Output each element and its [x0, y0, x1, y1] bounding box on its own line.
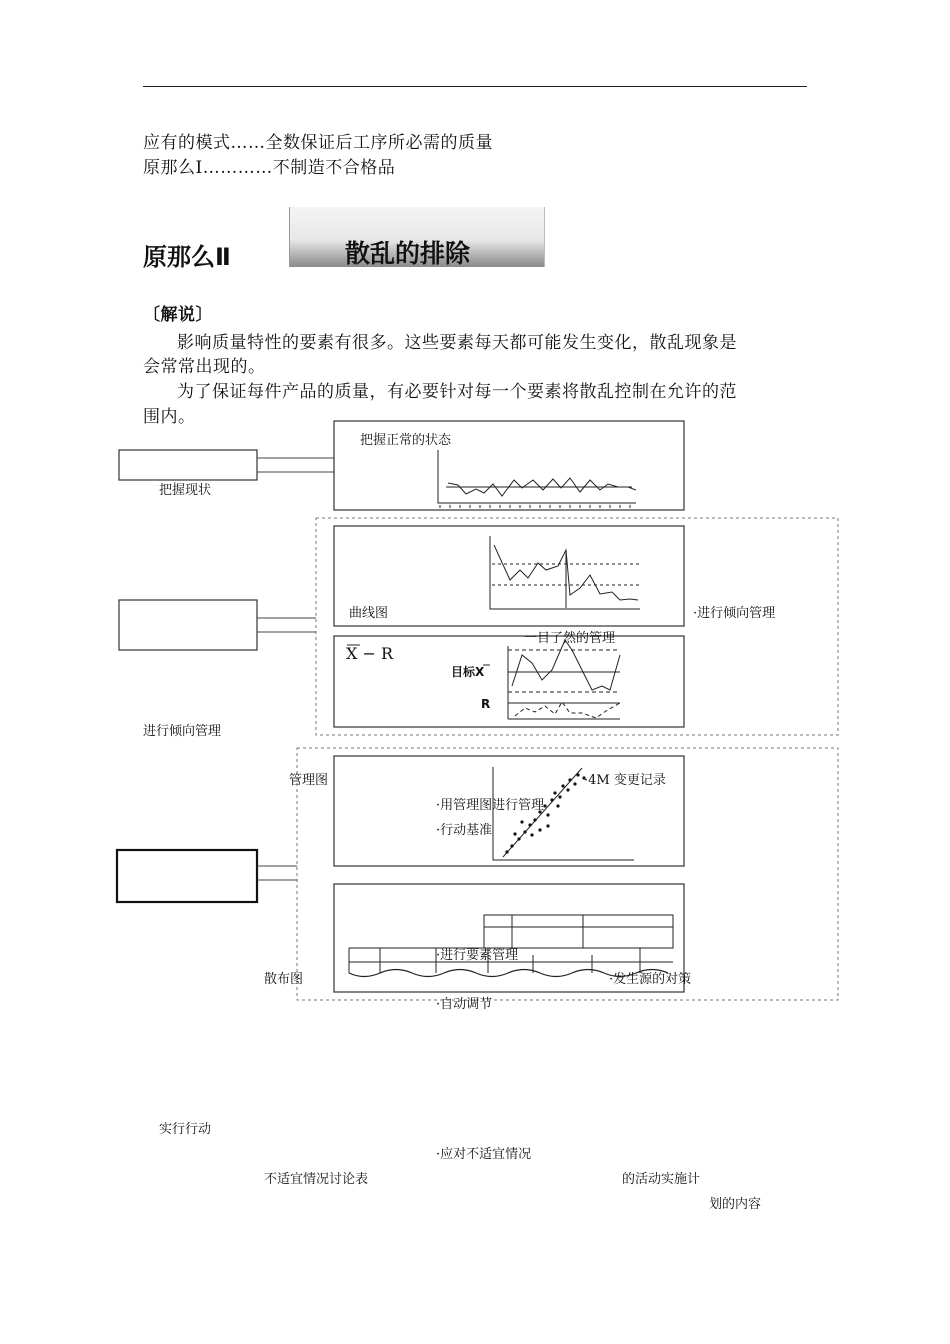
para1-line2: 会常常出现的。 [143, 357, 266, 377]
control-chart-label: 管理图 [289, 773, 329, 788]
activity-plan-line1: 的活动实施计 [622, 1172, 701, 1187]
auto-adjust: ·自动调节 [436, 997, 493, 1012]
trend-management-right: ·进行倾向管理 [693, 606, 776, 621]
para1-line1: 影响质量特性的要素有很多。这些要素每天都可能发生变化，散乱现象是 [177, 333, 737, 353]
section-heading: 原那么Ⅱ [143, 243, 231, 271]
r-chart-label: R [481, 697, 491, 711]
connector-3 [257, 866, 297, 880]
left-box-1 [119, 450, 257, 480]
action-standard: ·行动基准 [436, 823, 493, 838]
para2-line2: 围内。 [143, 407, 196, 427]
banner-title: 散乱的排除 [345, 239, 471, 268]
4m-change-record: ·4M 变更记录 [584, 773, 666, 788]
element-management: ·进行要素管理 [436, 948, 519, 963]
explanation-tag: 〔解说〕 [143, 305, 213, 325]
xr-chart-label: X − R [346, 644, 394, 663]
target-xbar-label: 目标X [451, 665, 485, 679]
trend-management-left: 进行倾向管理 [143, 724, 222, 739]
grasp-status-label: 把握现状 [159, 483, 212, 498]
source-countermeasure: ·发生源的对策 [609, 972, 692, 987]
improper-table-label: 不适宜情况讨论表 [264, 1172, 369, 1187]
left-box-2 [119, 600, 257, 650]
connector-1 [257, 458, 334, 472]
take-action-label: 实行行动 [159, 1122, 212, 1137]
control-chart-management: ·用管理图进行管理 [436, 798, 545, 813]
glance-management-label: 一目了然的管理 [524, 631, 616, 646]
left-box-3 [117, 850, 257, 902]
normal-state-title: 把握正常的状态 [360, 433, 452, 448]
deal-improper-label: ·应对不适宜情况 [436, 1147, 532, 1162]
connector-2 [257, 618, 316, 632]
scatter-diagram-label: 散布图 [264, 972, 304, 987]
intro-line-1: 应有的模式……全数保证后工序所必需的质量 [143, 133, 493, 153]
activity-plan-line2: 划的内容 [709, 1197, 762, 1212]
para2-line1: 为了保证每件产品的质量，有必要针对每一个要素将散乱控制在允许的范 [177, 382, 737, 402]
intro-line-2: 原那么Ⅰ…………不制造不合格品 [143, 158, 396, 178]
curve-chart-label: 曲线图 [349, 606, 389, 621]
